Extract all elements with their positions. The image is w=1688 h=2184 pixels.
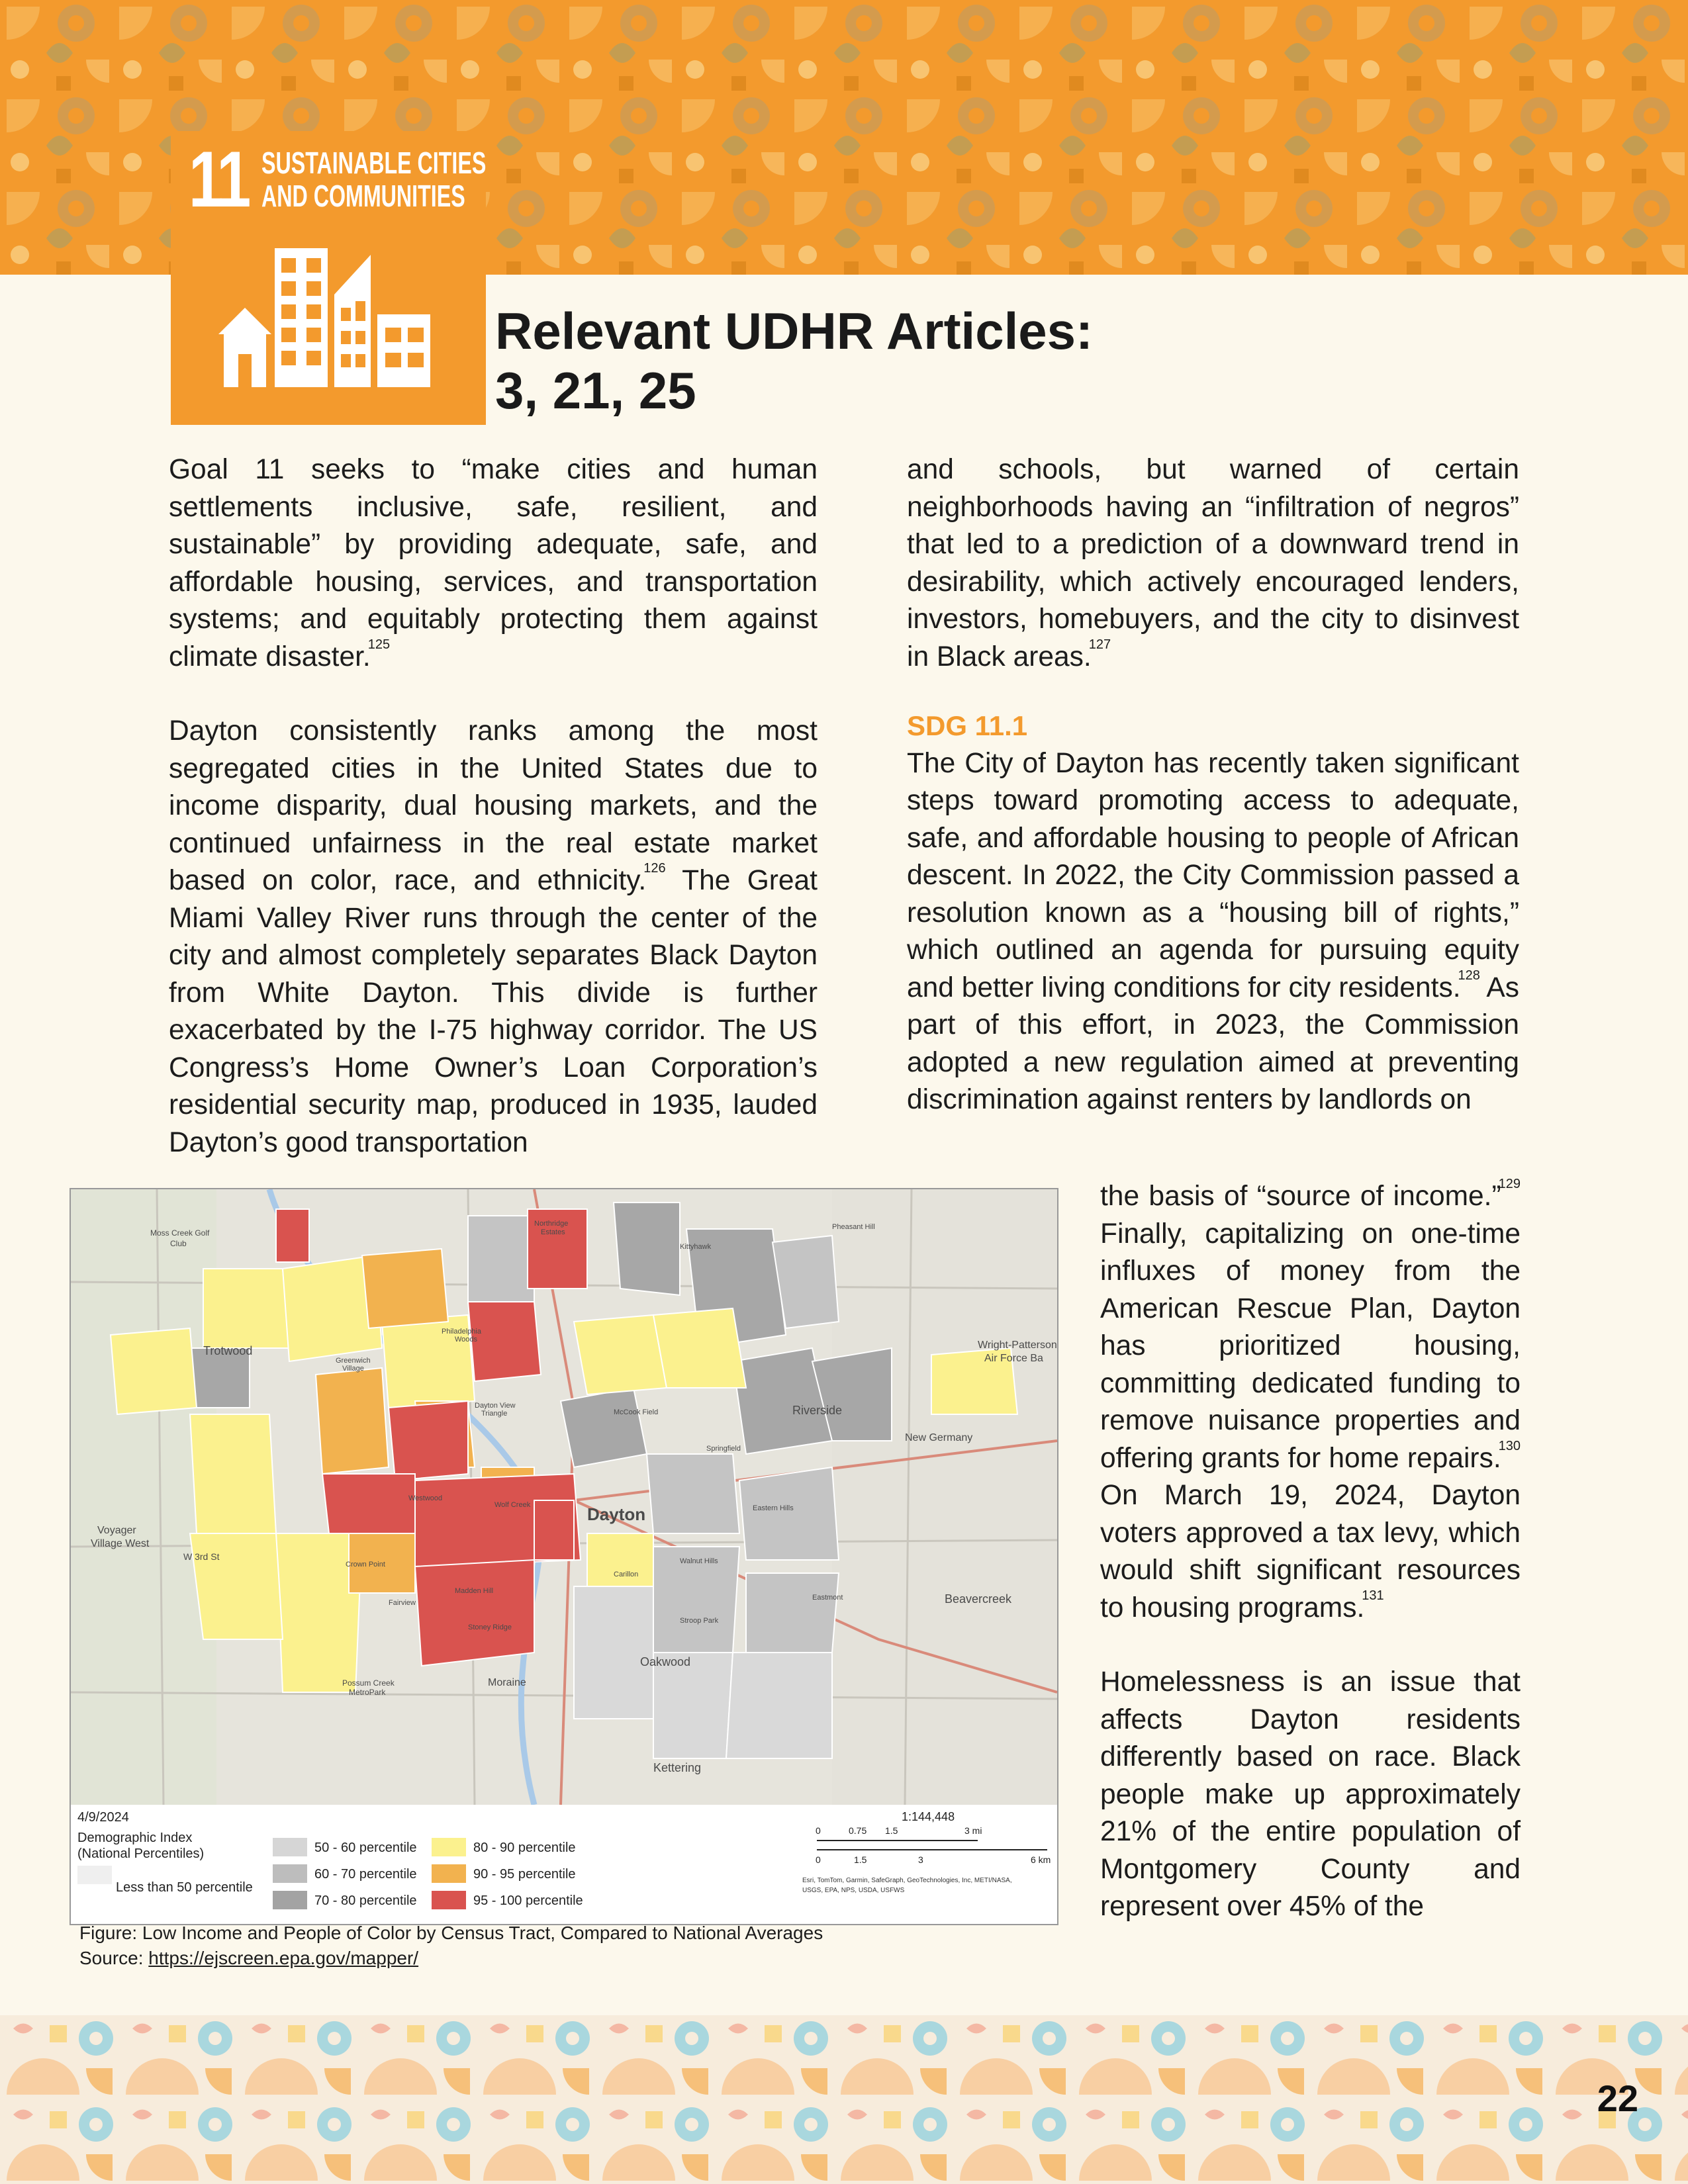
svg-text:1:144,448: 1:144,448 [902, 1810, 955, 1823]
map-label-club: Club [170, 1239, 187, 1248]
scale-bar [802, 1806, 1054, 1919]
legend-label-90-95: 90 - 95 percentile [473, 1867, 576, 1882]
sdg-header [189, 135, 592, 224]
svg-text:3 mi: 3 mi [964, 1825, 982, 1836]
paragraph-holc: and schools, but warned of certain neighborhoods having an “infiltration of negros” that led to a prediction of a downward trend in desirability, which actively encouraged lenders, investors, homebuyers, and the city to disinvest in Black areas.$^{127}$ [907, 454, 1519, 672]
map-label-stroop-park: Stroop Park [680, 1617, 719, 1625]
caption-line: Figure: Low Income and People of Color by Census Tract, Compared to National Averages [79, 1923, 823, 1943]
caption-source: Source: https://ejscreen.epa.gov/mapper/ [79, 1948, 419, 1968]
map-date: 4/9/2024 [77, 1810, 129, 1825]
svg-text:USGS, EPA, NPS, USDA, USFWS: USGS, EPA, NPS, USDA, USFWS [802, 1887, 905, 1894]
sdg-title-line1: SUSTAINABLE CITIES [261, 146, 487, 180]
map-label-wolf-creek: Wolf Creek [494, 1501, 531, 1509]
geometric-pattern-bottom [0, 2015, 1688, 2184]
map-label-philadelphia: Philadelphia [442, 1328, 481, 1336]
legend-label-80-90: 80 - 90 percentile [473, 1841, 576, 1855]
legend-swatch-90-95 [432, 1864, 466, 1883]
map-label-voyager: Voyager [97, 1525, 136, 1536]
paragraph-homelessness: Homelessness is an issue that affects Dayton residents differently based on race. Black people make up approximately 21% of the entire population of Montgomery County and represent over 45% of the [1100, 1666, 1521, 1922]
map-label-riverside: Riverside [792, 1404, 843, 1417]
svg-text:0: 0 [816, 1825, 821, 1836]
svg-text:1.5: 1.5 [854, 1854, 867, 1865]
legend-label-50-60: 50 - 60 percentile [314, 1841, 417, 1855]
map-label-estates: Estates [541, 1228, 565, 1236]
source-link[interactable]: https://ejscreen.epa.gov/mapper/ [148, 1948, 419, 1968]
svg-text:6 km: 6 km [1031, 1854, 1051, 1865]
map-label-stoney-ridge: Stoney Ridge [468, 1623, 512, 1631]
map-label-mccook: McCook Field [614, 1408, 659, 1416]
map-label-kittyhawk: Kittyhawk [680, 1243, 712, 1251]
svg-text:0: 0 [816, 1854, 821, 1865]
map-label-new-germany: New Germany [905, 1432, 973, 1443]
map-label-air-force: Air Force Ba [984, 1353, 1043, 1364]
footnote-ref[interactable]: 129 [1498, 1177, 1521, 1191]
map-label-village-west: Village West [91, 1538, 150, 1549]
legend-label-60-70: 60 - 70 percentile [314, 1867, 417, 1882]
map-label-moraine: Moraine [488, 1677, 526, 1688]
legend-swatch-50-60 [273, 1838, 307, 1856]
bottom-pattern-band [0, 2015, 1688, 2184]
map-label-carillon: Carillon [614, 1570, 639, 1578]
page-number: 22 [1597, 2077, 1638, 2119]
legend-label-lt50: Less than 50 percentile [116, 1880, 253, 1895]
legend-label-95-100: 95 - 100 percentile [473, 1893, 583, 1908]
map-label-greenwich: Greenwich [336, 1357, 371, 1365]
map-label-w3rd: W 3rd St [183, 1551, 220, 1562]
map-label-eastern-hills: Eastern Hills [753, 1504, 794, 1512]
narrow-column [1100, 1178, 1521, 1926]
map-label-walnut-hills: Walnut Hills [680, 1557, 718, 1565]
figure-caption [79, 1921, 1072, 1971]
map-label-crown-point: Crown Point [346, 1561, 385, 1569]
map-label-madden-hill: Madden Hill [455, 1587, 494, 1595]
heading-line1: Relevant UDHR Articles: [495, 302, 1094, 360]
map-label-village: Village [342, 1365, 364, 1373]
map-label-eastmont: Eastmont [812, 1594, 843, 1602]
map-label-beavercreek: Beavercreek [945, 1592, 1012, 1606]
map-label-fairview: Fairview [389, 1599, 416, 1607]
footnote-ref[interactable]: 130 [1498, 1438, 1521, 1453]
footnote-ref[interactable]: 126 [643, 861, 666, 876]
map-label-dayton-view: Dayton View [475, 1402, 516, 1410]
map-label-pheasant-hill: Pheasant Hill [832, 1223, 875, 1231]
map-label-northridge: Northridge [534, 1220, 569, 1228]
sdg-title [261, 146, 493, 212]
footnote-ref[interactable]: 125 [367, 637, 391, 652]
map-label-woods: Woods [455, 1336, 478, 1343]
legend-swatch-60-70 [273, 1864, 307, 1883]
map-label-metropark: MetroPark [349, 1688, 386, 1697]
svg-text:3: 3 [918, 1854, 923, 1865]
legend-swatch-95-100 [432, 1891, 466, 1909]
footnote-ref[interactable]: 131 [1362, 1588, 1384, 1603]
svg-text:1.5: 1.5 [885, 1825, 898, 1836]
map-label-moss-creek: Moss Creek Golf [150, 1228, 210, 1238]
paragraph-segregation: Dayton consistently ranks among the most segregated cities in the United States due to income disparity, dual housing markets, and the continued unfairness in the real estate market based on color, race, and ethnicity.$^{126}$ The Great Miami Valley River runs through the center of the city and almost completely separates Black Dayton from White Dayton. This divide is further exacerbated by the I-75 highway corridor. The US Congress’s Home Owner’s Loan Corporation’s residential security map, produced in 1935, lauded Dayton’s good transportation [169, 715, 818, 1158]
legend-swatch-lt50 [77, 1866, 112, 1884]
legend-swatch-70-80 [273, 1891, 307, 1909]
sdg-subheading: SDG 11.1 [907, 710, 1028, 741]
map-label-dayton: Dayton [587, 1504, 646, 1524]
page-heading [495, 301, 1356, 420]
paragraph-housing-policy: the basis of “source of income.”$^{129}$ Finally, capitalizing on one-time influxes of money from the American Rescue Plan, Dayton has prioritized housing, committing dedicated funding to remove nuisance properties and offering grants for home repairs.$^{130}$ On March 19, 2024, Dayton voters approved a tax levy, which would shift significant resources to housing programs.$^{131}$ [1100, 1177, 1521, 1623]
legend-label-70-80: 70 - 80 percentile [314, 1893, 417, 1908]
paragraph-goal-11: Goal 11 seeks to “make cities and human settlements inclusive, safe, resilient, and sustainable” by providing adequate, safe, and affordable housing, services, and transportation systems; and equitably protecting them against climate disaster.$^{125}$ [169, 454, 818, 672]
map-label-trotwood: Trotwood [203, 1344, 253, 1357]
legend-swatch-80-90 [432, 1838, 466, 1856]
map-label-triangle: Triangle [481, 1410, 508, 1418]
svg-text:Esri, TomTom, Garmin, SafeGrap: Esri, TomTom, Garmin, SafeGraph, GeoTechnologies, Inc, METI/NASA, [802, 1877, 1012, 1884]
map-label-possum-creek: Possum Creek [342, 1678, 395, 1688]
map-label-kettering: Kettering [653, 1761, 702, 1774]
left-column [169, 451, 818, 1161]
heading-line2: 3, 21, 25 [495, 361, 696, 420]
map-label-westwood: Westwood [408, 1494, 443, 1502]
footnote-ref[interactable]: 127 [1088, 637, 1111, 652]
city-buildings-icon [212, 235, 437, 400]
demographic-index-map[interactable] [71, 1189, 1057, 1805]
footnote-ref[interactable]: 128 [1458, 968, 1480, 983]
map-figure [70, 1188, 1058, 1925]
map-legend [71, 1806, 1057, 1924]
map-label-wright-patterson: Wright-Patterson [978, 1340, 1057, 1351]
map-label-oakwood: Oakwood [640, 1655, 691, 1668]
sdg-title-line2: AND COMMUNITIES [261, 179, 465, 213]
svg-text:0.75: 0.75 [849, 1825, 867, 1836]
paragraph-sdg-11-1: The City of Dayton has recently taken significant steps toward promoting access to adequate, safe, and affordable housing to people of African descent. In 2022, the City Commission passed a resolution known as a “housing bill of rights,” which outlined an agenda for pursuing equity and better living conditions for city residents.$^{128}$ As part of this effort, in 2023, the Commission adopted a new regulation aimed at preventing discrimination against renters by landlords on [907, 747, 1520, 1115]
right-column [907, 451, 1519, 1119]
legend-title: Demographic Index (National Percentiles) [77, 1831, 205, 1861]
sdg-number: 11 [189, 135, 248, 224]
map-label-springfield: Springfield [706, 1445, 741, 1453]
